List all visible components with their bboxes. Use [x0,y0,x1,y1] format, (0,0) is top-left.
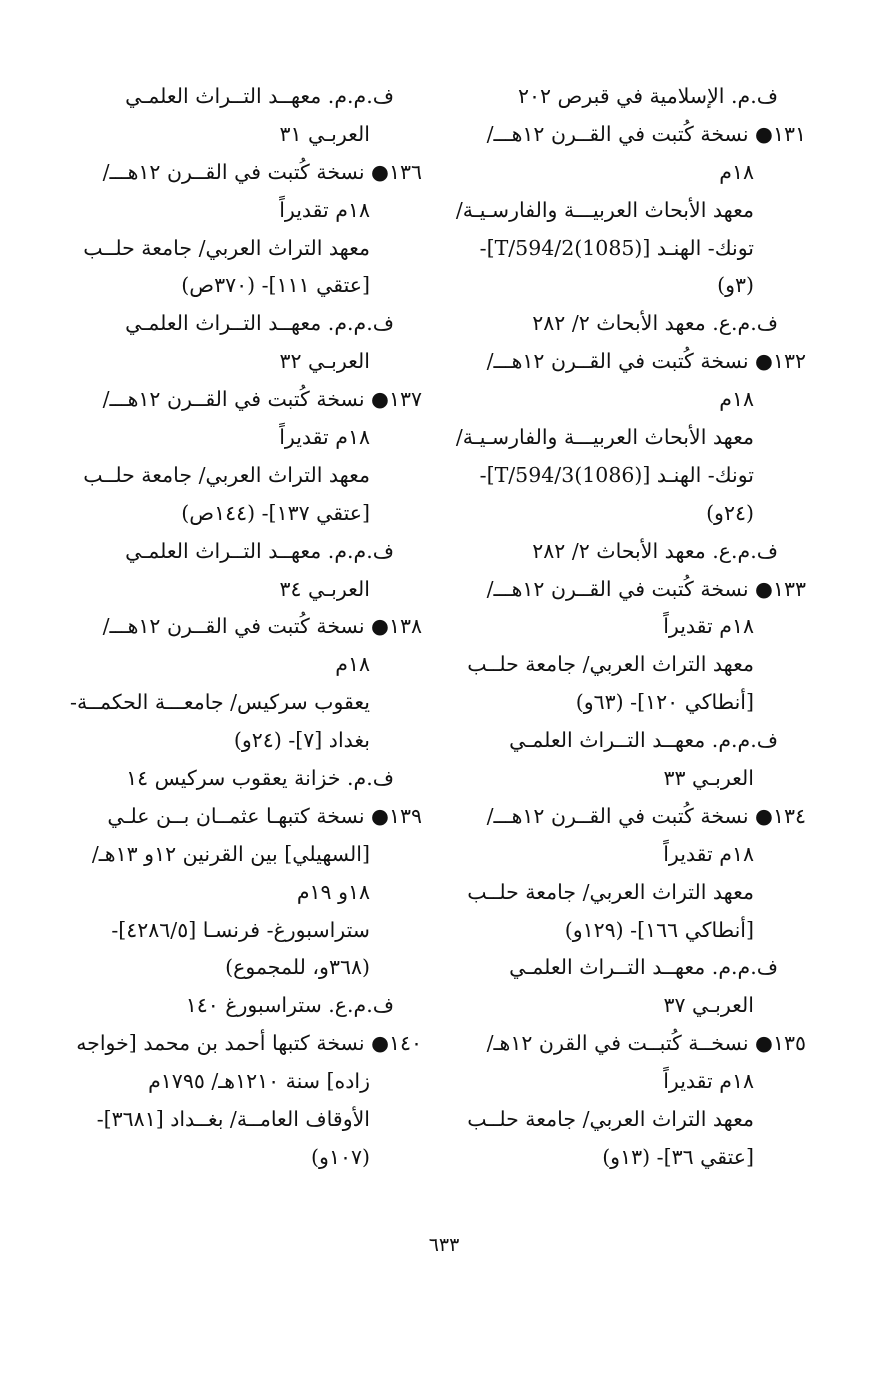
left-column-line-entry: ١٣٦● نسخة كُتبت في القــرن ١٢هـــ/ [102,159,422,184]
right-column-line-cont: العربـي ٣٧ [663,993,754,1018]
left-column [66,78,422,1177]
right-column-line-cont: [أنطاكي ١٦٦]- (١٢٩و) [564,917,754,942]
page-number: ٦٣٣ [428,1234,460,1256]
left-column-line-cont: ١٨م تقديراً [279,425,370,450]
right-column-line-cont: ١٨م تقديراً [663,614,754,639]
left-column-line-entry: ١٣٨● نسخة كُتبت في القــرن ١٢هـــ/ [102,614,422,639]
left-column-line-cont: ١٨م تقديراً [279,197,370,222]
right-column-line-cont: ١٨م تقديراً [663,1069,754,1094]
right-column-line-cont: معهد الأبحاث العربيـــة والفارسـيـة/ [455,197,754,222]
left-column-line-cont: العربـي ٣٢ [279,349,370,374]
left-column-line-cont: [السهيلي] بين القرنين ١٢و ١٣هـ/ [91,841,370,866]
right-column-line-cont: تونك- الهنـد [T/594/2(1085)]- [479,235,754,260]
right-column-line-cont: ١٨م [719,387,754,412]
right-column-line-ref: ف.م.ع. معهد الأبحاث ٢/ ٢٨٢ [532,311,778,336]
right-column-line-cont: العربـي ٣٣ [663,766,754,791]
right-column-line-ref: ف.م. الإسلامية في قبرص ٢٠٢ [517,84,778,108]
left-column-line-entry: ١٣٩● نسخة كتبهـا عثمــان بــن علـي [107,803,422,828]
left-column-line-entry: ١٣٧● نسخة كُتبت في القــرن ١٢هـــ/ [102,387,422,412]
right-column-line-cont: [أنطاكي ١٢٠]- (٦٣و) [575,690,754,715]
left-column-line-cont: [عتقي ١١١]- (٣٧٠ص) [181,273,370,298]
left-column-line-entry: ١٤٠● نسخة كتبها أحمد بن محمد [خواجه [76,1031,422,1056]
left-column-line-ref: ف.م.م. معهــد التــراث العلمـي [125,311,394,336]
right-column-line-cont: معهد التراث العربي/ جامعة حلــب [467,879,754,904]
left-column-line-cont: بغداد [٧]- (٢٤و) [233,728,370,753]
right-column-line-cont: معهد التراث العربي/ جامعة حلــب [467,1107,754,1132]
left-column-line-cont: العربـي ٣١ [279,121,370,146]
left-column-line-ref: ف.م.ع. ستراسبورغ ١٤٠ [185,993,394,1018]
right-column-line-cont: [عتقي ٣٦]- (١٣و) [602,1144,754,1169]
left-column-line-cont: زاده] سنة ١٢١٠هـ/ ١٧٩٥م [148,1069,370,1094]
right-column-line-cont: معهد الأبحاث العربيـــة والفارسـيـة/ [455,425,754,450]
right-column-line-cont: ١٨م [719,159,754,184]
right-column [448,78,806,1177]
left-column-line-cont: العربـي ٣٤ [279,576,370,601]
right-column-line-ref: ف.م.م. معهــد التــراث العلمـي [509,955,778,980]
left-column-line-cont: (٣٦٨و، للمجموع) [225,955,370,980]
right-column-line-entry: ١٣٤● نسخة كُتبت في القــرن ١٢هـــ/ [486,803,806,828]
left-column-line-cont: الأوقاف العامــة/ بغــداد [٣٦٨١]- [96,1107,370,1132]
right-column-line-entry: ١٣٢● نسخة كُتبت في القــرن ١٢هـــ/ [486,349,806,374]
right-column-line-cont: معهد التراث العربي/ جامعة حلــب [467,652,754,677]
left-column-line-cont: (١٠٧و) [311,1144,370,1169]
right-column-line-cont: (٣و) [717,273,754,298]
left-column-line-ref: ف.م.م. معهــد التــراث العلمـي [125,84,394,108]
left-column-line-cont: ١٨و ١٩م [296,879,370,904]
left-column-line-ref: ف.م.م. معهــد التــراث العلمـي [125,538,394,563]
left-column-line-cont: ستراسبورغ- فرنسـا [٤٢٨٦/٥]- [111,917,370,942]
right-column-line-entry: ١٣٣● نسخة كُتبت في القــرن ١٢هـــ/ [486,576,806,601]
right-column-line-entry: ١٣١● نسخة كُتبت في القــرن ١٢هـــ/ [486,121,806,146]
left-column-line-cont: ١٨م [335,652,370,677]
left-column-line-cont: يعقوب سركيس/ جامعـــة الحكمــة- [70,690,370,715]
right-column-line-ref: ف.م.ع. معهد الأبحاث ٢/ ٢٨٢ [532,538,778,563]
left-column-line-cont: معهد التراث العربي/ جامعة حلــب [83,462,370,487]
right-column-line-cont: ١٨م تقديراً [663,841,754,866]
left-column-line-cont: [عتقي ١٣٧]- (١٤٤ص) [181,500,370,525]
right-column-line-cont: تونك- الهنـد [T/594/3(1086)]- [479,462,754,487]
right-column-line-cont: (٢٤و) [706,500,754,525]
right-column-line-ref: ف.م.م. معهــد التــراث العلمـي [509,728,778,753]
left-column-line-ref: ف.م. خزانة يعقوب سركيس ١٤ [126,766,394,791]
right-column-line-entry: ١٣٥● نسخــة كُتبــت في القرن ١٢هـ/ [486,1031,806,1056]
left-column-line-cont: معهد التراث العربي/ جامعة حلــب [83,235,370,260]
